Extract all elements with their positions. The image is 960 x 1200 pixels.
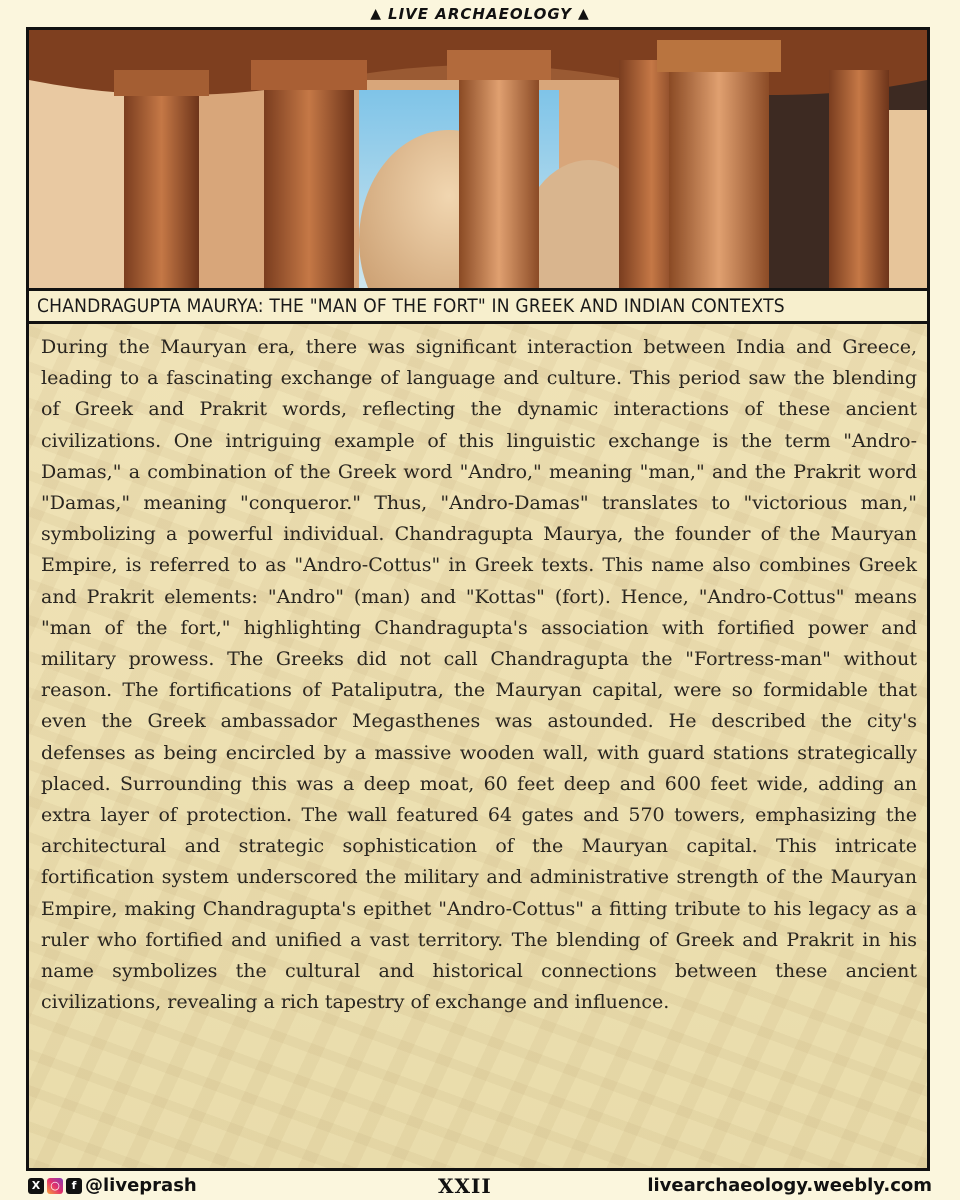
footer (0, 1171, 960, 1200)
brand-name: LIVE ARCHAEOLOGY (388, 5, 572, 23)
page-number: XXII (438, 1173, 492, 1198)
facebook-icon[interactable]: f (66, 1178, 82, 1194)
article-title: CHANDRAGUPTA MAURYA: THE "MAN OF THE FORT" IN GREEK AND INDIAN CONTEXTS (37, 295, 785, 317)
x-icon[interactable]: X (28, 1178, 44, 1194)
poster-frame (26, 27, 930, 1171)
brand-header (0, 0, 960, 28)
instagram-icon[interactable]: ○ (47, 1178, 63, 1194)
social-icons (28, 1175, 197, 1196)
temple-icon: ▲ (577, 6, 590, 22)
social-handle[interactable]: @liveprash (85, 1175, 197, 1196)
pillars-illustration (29, 30, 927, 288)
article-body-area (29, 324, 927, 1168)
article-body: During the Mauryan era, there was significant interaction between India and Greece, leading to a fascinating exchange of language and culture. This period saw the blending of Greek and Prakrit words, reflecting the dynamic interactions of these ancient civilizations. One intriguing example of this linguistic exchange is the term "Andro-Damas," a combination of the Greek word "Andro," meaning "man," and the Prakrit word "Damas," meaning "conqueror." Thus, "Andro-Damas" translates to "victorious man," symbolizing a powerful individual. Chandragupta Maurya, the founder of the Mauryan Empire, is referred to as "Andro-Cottus" in Greek texts. This name also combines Greek and Prakrit elements: "Andro" (man) and "Kottas" (fort). Hence, "Andro-Cottus" means "man of the fort," highlighting Chandragupta's association with fortified power and military prowess. The Greeks did not call Chandragupta the "Fortress-man" without reason. The fortifications of Pataliputra, the Mauryan capital, were so formidable that even the Greek ambassador Megasthenes was astounded. He described the city's defenses as being encircled by a massive wooden wall, with guard stations strategically placed. Surrounding this was a deep moat, 60 feet deep and 600 feet wide, adding an extra layer of protection. The wall featured 64 gates and 570 towers, emphasizing the architectural and strategic sophistication of the Mauryan capital. This intricate fortification system underscored the military and administrative strength of the Mauryan Empire, making Chandragupta's epithet "Andro-Cottus" a fitting tribute to his legacy as a ruler who fortified and unified a vast territory. The blending of Greek and Prakrit in his name symbolizes the cultural and historical connections between these ancient civilizations, revealing a rich tapestry of exchange and influence. (41, 336, 917, 1014)
ancient-pillars-image (29, 30, 927, 288)
temple-icon: ▲ (370, 6, 383, 22)
website-link[interactable]: livearchaeology.weebly.com (647, 1175, 932, 1196)
article-title-bar (29, 288, 927, 324)
